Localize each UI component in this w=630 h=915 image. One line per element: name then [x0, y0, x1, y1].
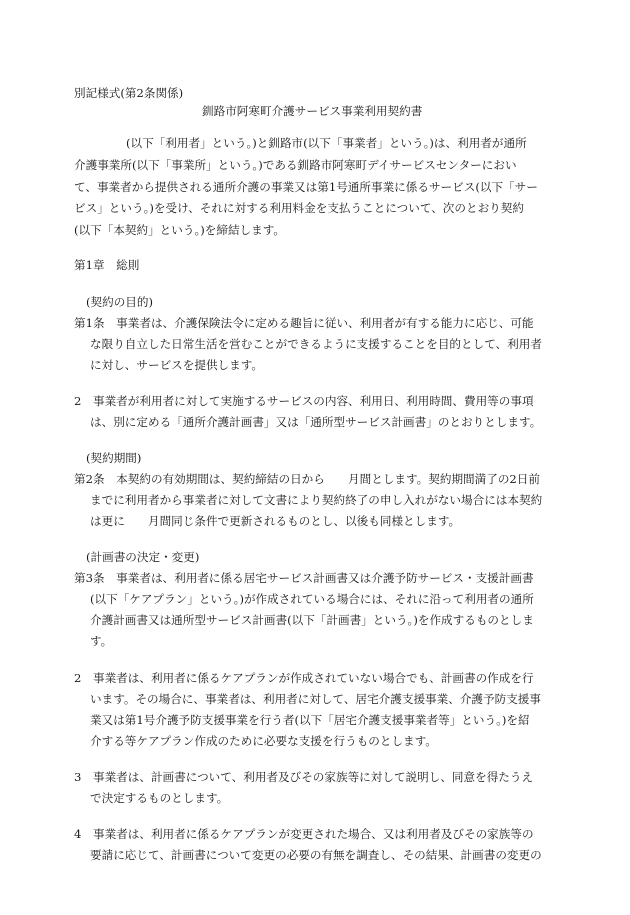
article-line: 第2条 本契約の有効期間は、契約締結の日から 月間とします。契約期間満了の2日前 — [74, 472, 540, 486]
paragraph-line: います。その場合に、事業者は、利用者に対して、居宅介護支援事業、介護予防支援事 — [90, 692, 541, 706]
article-caption: (計画書の決定・変更) — [86, 550, 200, 564]
article-caption: (契約の目的) — [86, 295, 154, 309]
article-line: に対し、サービスを提供します。 — [90, 358, 263, 372]
paragraph-line: 3 事業者は、計画書について、利用者及びその家族等に対して説明し、同意を得たうえ — [74, 770, 534, 784]
paragraph-line: 2 事業者が利用者に対して実施するサービスの内容、利用日、利用時間、費用等の事項 — [74, 394, 534, 408]
article-line: な限り自立した日常生活を営むことができるように支援することを目的として、利用者 — [90, 337, 542, 351]
paragraph-line: 4 事業者は、利用者に係るケアプランが変更された場合、又は利用者及びその家族等の — [74, 827, 534, 841]
preamble-line: (以下「利用者」という。)と釧路市(以下「事業者」という。)は、利用者が通所 — [126, 136, 527, 150]
paragraph-line: 要請に応じて、計画書について変更の必要の有無を調査し、その結果、計画書の変更の — [90, 848, 542, 862]
form-label: 別記様式(第2条関係) — [74, 86, 184, 100]
chapter-heading: 第1章 総則 — [74, 258, 140, 272]
paragraph-line: 2 事業者は、利用者に係るケアプランが作成されていない場合でも、計画書の作成を行 — [74, 671, 534, 685]
article-caption: (契約期間) — [86, 451, 142, 465]
paragraph-line: 介する等ケアプラン作成のために必要な支援を行うものとします。 — [90, 734, 437, 748]
paragraph-line: 業又は第1号介護予防支援事業を行う者(以下「居宅介護支援事業者等」という。)を紹 — [90, 713, 530, 727]
article-line: 介護計画書又は通所型サービス計画書(以下「計画書」という。)を作成するものとしま — [90, 613, 534, 627]
article-line: 第1条 事業者は、介護保険法令に定める趣旨に従い、利用者が有する能力に応じ、可能 — [74, 316, 534, 330]
article-line: (以下「ケアプラン」という。)が作成されている場合には、それに沿って利用者の通所 — [90, 592, 534, 606]
article-line: は更に 月間同じ条件で更新されるものとし、以後も同様とします。 — [90, 514, 461, 528]
document-title: 釧路市阿寒町介護サービス事業利用契約書 — [202, 104, 423, 118]
paragraph-line: で決定するものとします。 — [90, 791, 229, 805]
article-line: 第3条 事業者は、利用者に係る居宅サービス計画書又は介護予防サービス・支援計画書 — [74, 571, 534, 585]
paragraph-line: は、別に定める「通所介護計画書」又は「通所型サービス計画書」のとおりとします。 — [90, 415, 542, 429]
preamble-line: 介護事業所(以下「事業所」という。)である釧路市阿寒町デイサービスセンターにおい — [74, 158, 517, 172]
preamble-line: ビス」という。)を受け、それに対する利用料金を支払うことについて、次のとおり契約 — [74, 201, 524, 215]
article-line: す。 — [90, 634, 113, 648]
article-line: までに利用者から事業者に対して文書により契約終了の申し入れがない場合には本契約 — [90, 493, 543, 507]
preamble-line: (以下「本契約」という。)を締結します。 — [74, 223, 286, 237]
preamble-line: て、事業者から提供される通所介護の事業又は第1号通所事業に係るサービス(以下「サー — [74, 180, 538, 194]
